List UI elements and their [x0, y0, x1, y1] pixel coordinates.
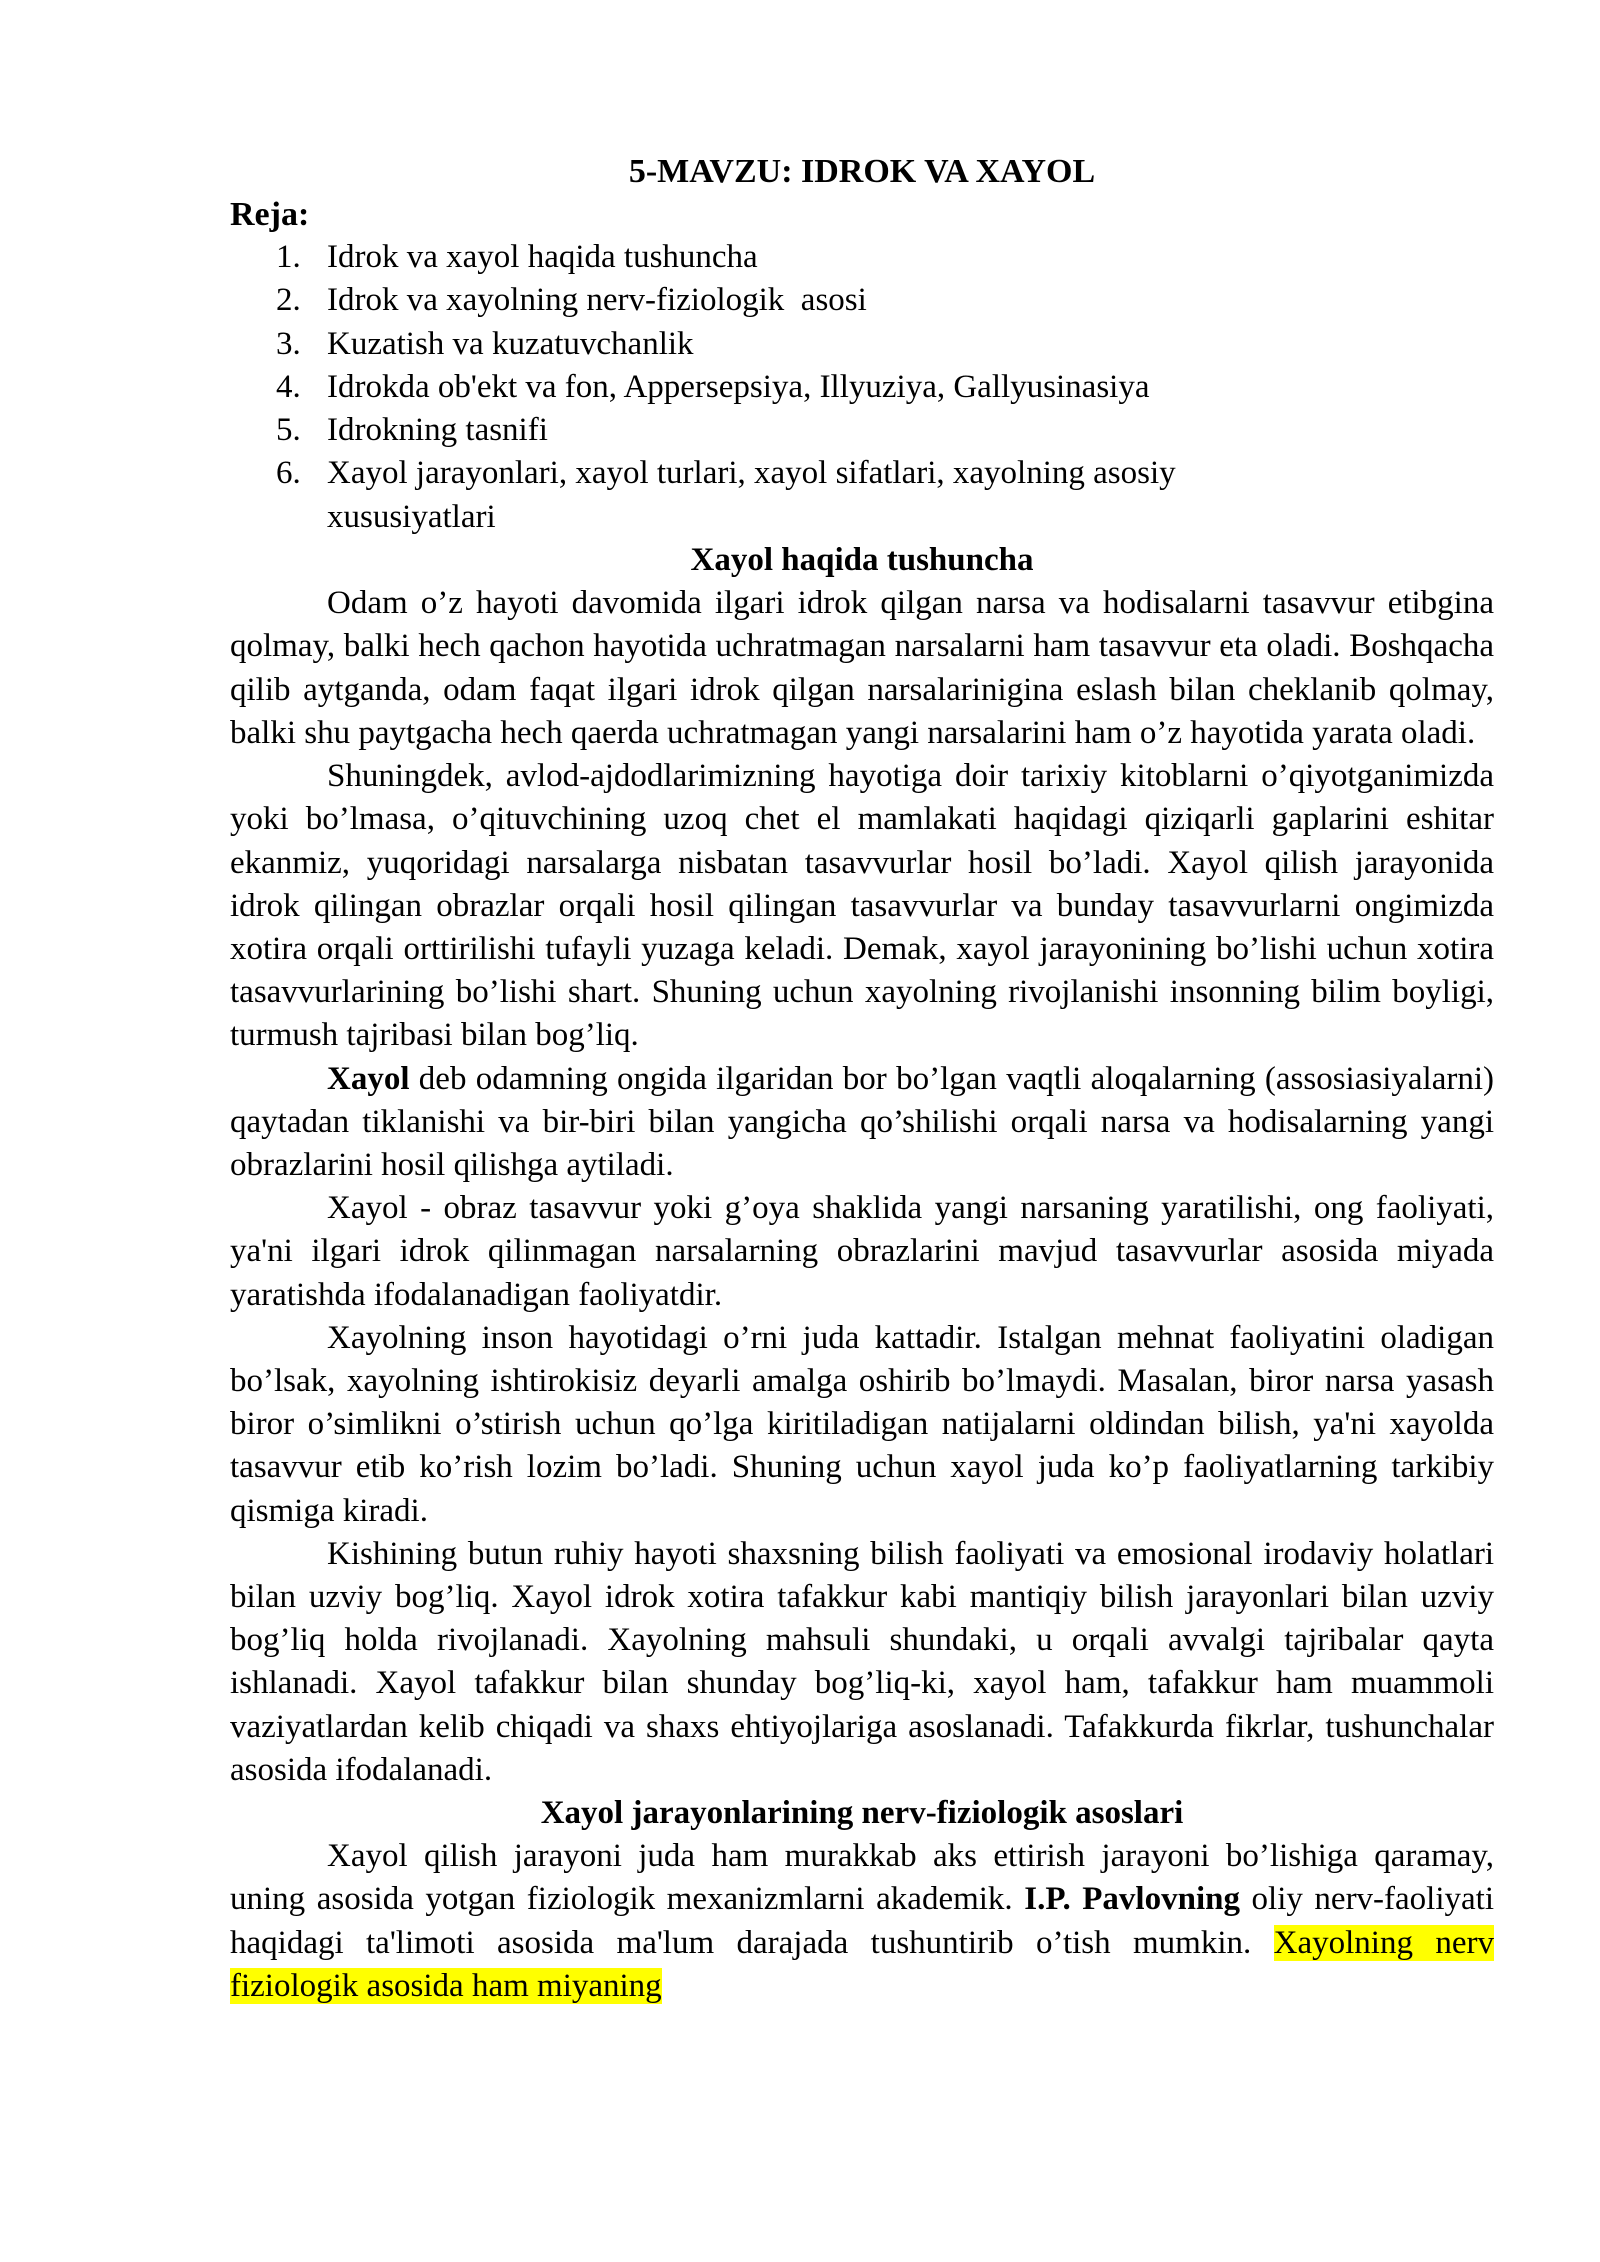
paragraph: Xayol - obraz tasavvur yoki g’oya shaklida yangi narsaning yaratilishi, ong faoliyati, ya'ni ilgari idrok qilinmagan narsalarning obrazlarini mavjud tasavvurlar asosida miyada yaratishda ifodalanadigan faoliyatdir.: [230, 1190, 1494, 1313]
paragraph: Xayol qilish jarayoni juda ham murakkab aks ettirish jarayoni bo’lishiga qaramay, uning asosida yotgan fiziologik mexanizmlarni akademik. I.P. Pavlovning oliy nerv-faoliyati haqidagi ta'limoti asosida ma'lum darajada tushuntirib o’tish mumkin. Xayolning nerv fiziologik asosida ham miyaning: [230, 1838, 1495, 2004]
paragraph: Odam o’z hayoti davomida ilgari idrok qilgan narsa va hodisalarni tasavvur etibgina qolmay, balki hech qachon hayotida uchratmagan narsalarni ham tasavvur eta oladi. Boshqacha qilib aytganda, odam faqat ilgari idrok qilgan narsalarinigina eslash bilan cheklanib qolmay, balki shu paytgacha hech qaerda uchratmagan yangi narsalarini ham o’z hayotida yarata oladi.: [230, 585, 1494, 751]
list-item: 1. Idrok va xayol haqida tushuncha: [276, 239, 758, 275]
paragraph: Xayol deb odamning ongida ilgaridan bor bo’lgan vaqtli aloqalarning (assosiasiyalarni) qaytadan tiklanishi va bir-biri bilan yangicha qo’shilishi orqali narsa va hodisalarning yangi obrazlarini hosil qilishga aytiladi.: [230, 1060, 1494, 1183]
plan-label: Reja:: [230, 196, 310, 233]
bold-term: Xayol: [327, 1060, 410, 1097]
bold-name: I.P. Pavlovning: [1024, 1881, 1240, 1918]
plan-list: [230, 236, 1320, 539]
section-heading-nerv-fiziologik: Xayol jarayonlarining nerv-fiziologik asoslari: [540, 1794, 1184, 1831]
list-item: 6. Xayol jarayonlari, xayol turlari, xayol sifatlari, xayolning asosiy xususiyatlari: [276, 455, 1176, 535]
list-item: 2. Idrok va xayolning nerv-fiziologik asosi: [276, 282, 867, 319]
highlighted-text: Xayolning nerv fiziologik asosida ham miyaning: [230, 1924, 1494, 2004]
document-body: [230, 150, 1494, 2008]
paragraph: Shuningdek, avlod-ajdodlarimizning hayotiga doir tarixiy kitoblarni o’qiyotganimizda yoki bo’lmasa, o’qituvchining uzoq chet el mamlakati haqidagi qiziqarli gaplarini eshitar ekanmiz, yuqoridagi narsalarga nisbatan tasavvurlar hosil bo’ladi. Xayol qilish jarayonida idrok qilingan obrazlar orqali hosil qilingan tasavvurlar va bunday tasavvurlarni ongimizda xotira orqali orttirilishi tufayli yuzaga keladi. Demak, xayol jarayonining bo’lishi uchun xotira tasavvurlarining bo’lishi shart. Shuning uchun xayolning rivojlanishi insonning bilim boyligi, turmush tajribasi bilan bog’liq.: [230, 758, 1494, 1054]
paragraph: Kishining butun ruhiy hayoti shaxsning bilish faoliyati va emosional irodaviy holatlari bilan uzviy bog’liq. Xayol idrok xotira tafakkur kabi mantiqiy bilish jarayonlari bilan uzviy bog’liq holda rivojlanadi. Xayolning mahsuli shundaki, u orqali avvalgi tajribalar qayta ishlanadi. Xayol tafakkur bilan shunday bog’liq-ki, xayol ham, tafakkur ham muammoli vaziyatlardan kelib chiqadi va shaxs ehtiyojlariga asoslanadi. Tafakkurda fikrlar, tushunchalar asosida ifodalanadi.: [230, 1535, 1494, 1788]
list-item: 3. Kuzatish va kuzatuvchanlik: [276, 325, 694, 362]
list-item: 5. Idrokning tasnifi: [276, 412, 548, 449]
paragraph: Xayolning inson hayotidagi o’rni juda kattadir. Istalgan mehnat faoliyatini oladigan bo’lsak, xayolning ishtirokisiz deyarli amalga oshirib bo’lmaydi. Masalan, biror narsa yasash biror o’simlikni o’stirish uchun qo’lga kiritiladigan natijalarni oldindan bilish, ya'ni xayolda tasavvur etib ko’rish lozim bo’ladi. Shuning uchun xayol juda ko’p faoliyatlarning tarkibiy qismiga kiradi.: [230, 1319, 1494, 1529]
section-heading-xayol-haqida: Xayol haqida tushuncha: [690, 542, 1034, 579]
list-item: 4. Idrokda ob'ekt va fon, Appersepsiya, Illyuziya, Gallyusinasiya: [276, 368, 1150, 405]
page-title: 5-MAVZU: IDROK VA XAYOL: [628, 153, 1096, 190]
